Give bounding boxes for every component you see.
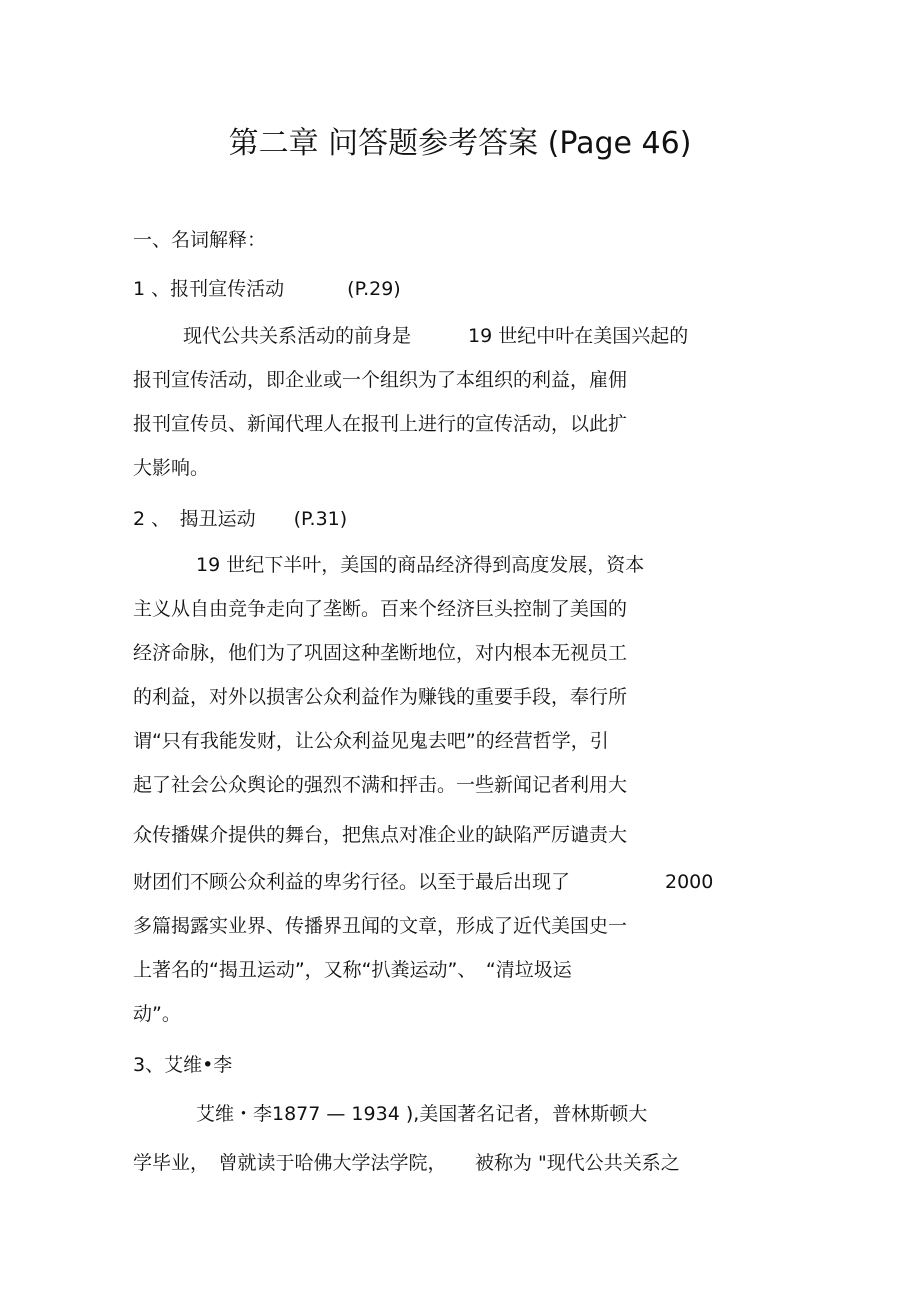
item-2-line: 的利益，对外以损害公众利益作为赚钱的重要手段，奉行所	[133, 686, 628, 708]
item-heading-3: 3、艾维•李	[133, 1054, 233, 1076]
item-2-line: 上著名的“揭丑运动”，又称“扒粪运动”、 “清垃圾运	[133, 959, 572, 981]
item-3-line: 艾维・李1877 — 1934 ),美国著名记者，普林斯顿大	[196, 1103, 648, 1125]
item-1-line: 报刊宣传员、新闻代理人在报刊上进行的宣传活动，以此扩	[133, 413, 628, 435]
item-2-line: 谓“只有我能发财，让公众利益见鬼去吧”的经营哲学，引	[133, 730, 609, 752]
item-1-line: 大影响。	[133, 457, 210, 479]
page-title: 第二章 问答题参考答案 (Page 46)	[228, 126, 692, 161]
item-3-line: 学毕业， 曾就读于哈佛大学法学院， 被称为 "现代公共关系之	[133, 1152, 680, 1174]
item-1-line: 现代公共关系活动的前身是 19 世纪中叶在美国兴起的	[183, 325, 689, 347]
item-2-line: 众传播媒介提供的舞台，把焦点对准企业的缺陷严厉谴责大	[133, 824, 628, 846]
item-1-line: 报刊宣传活动，即企业或一个组织为了本组织的利益，雇佣	[133, 369, 628, 391]
item-2-line: 19 世纪下半叶，美国的商品经济得到高度发展，资本	[196, 554, 645, 576]
item-2-line: 起了社会公众舆论的强烈不满和抨击。一些新闻记者利用大	[133, 774, 628, 796]
item-heading-1: 1 、报刊宣传活动 (P.29)	[133, 278, 401, 300]
item-2-line: 动”。	[133, 1003, 181, 1025]
item-2-line: 财团们不顾公众利益的卑劣行径。以至于最后出现了 2000	[133, 871, 714, 893]
item-2-line: 经济命脉，他们为了巩固这种垄断地位，对内根本无视员工	[133, 642, 628, 664]
item-2-line: 主义从自由竞争走向了垄断。百来个经济巨头控制了美国的	[133, 598, 628, 620]
item-2-line: 多篇揭露实业界、传播界丑闻的文章，形成了近代美国史一	[133, 915, 628, 937]
section-heading: 一、名词解释：	[133, 229, 267, 251]
item-heading-2: 2 、 揭丑运动 (P.31)	[133, 508, 348, 530]
